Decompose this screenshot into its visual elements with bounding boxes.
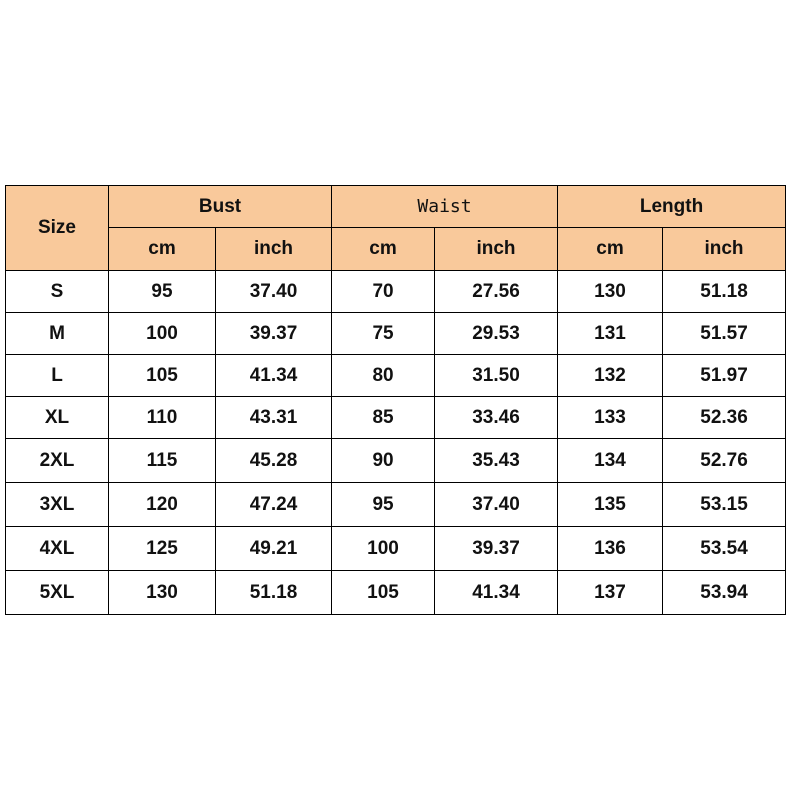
- table-cell: 37.40: [216, 271, 332, 313]
- table-cell: 52.76: [663, 439, 786, 483]
- table-row: [6, 439, 786, 483]
- unit-header: inch: [663, 228, 786, 271]
- table-cell: 51.18: [663, 271, 786, 313]
- size-cell: L: [6, 355, 109, 397]
- table-cell: 105: [332, 571, 435, 615]
- table-cell: 41.34: [435, 571, 558, 615]
- table-cell: 133: [558, 397, 663, 439]
- table-cell: 51.18: [216, 571, 332, 615]
- table-row: [6, 527, 786, 571]
- table-cell: 41.34: [216, 355, 332, 397]
- table-row: [6, 355, 786, 397]
- table-cell: 90: [332, 439, 435, 483]
- table-cell: 52.36: [663, 397, 786, 439]
- table-cell: 135: [558, 483, 663, 527]
- table-row: [6, 397, 786, 439]
- length-header: Length: [558, 186, 786, 228]
- table-cell: 105: [109, 355, 216, 397]
- table-row: [6, 483, 786, 527]
- table-cell: 29.53: [435, 313, 558, 355]
- unit-header: cm: [332, 228, 435, 271]
- size-cell: 2XL: [6, 439, 109, 483]
- size-header: Size: [6, 186, 109, 271]
- size-chart-table: [5, 185, 786, 615]
- unit-header: cm: [558, 228, 663, 271]
- table-cell: 31.50: [435, 355, 558, 397]
- table-cell: 39.37: [435, 527, 558, 571]
- bust-header: Bust: [109, 186, 332, 228]
- unit-header: inch: [216, 228, 332, 271]
- table-cell: 100: [332, 527, 435, 571]
- size-cell: 4XL: [6, 527, 109, 571]
- unit-header: cm: [109, 228, 216, 271]
- table-cell: 100: [109, 313, 216, 355]
- table-cell: 75: [332, 313, 435, 355]
- table-cell: 130: [109, 571, 216, 615]
- table-cell: 125: [109, 527, 216, 571]
- table-cell: 130: [558, 271, 663, 313]
- table-cell: 47.24: [216, 483, 332, 527]
- table-cell: 70: [332, 271, 435, 313]
- table-cell: 80: [332, 355, 435, 397]
- table-cell: 53.54: [663, 527, 786, 571]
- size-cell: 3XL: [6, 483, 109, 527]
- table-cell: 131: [558, 313, 663, 355]
- table-cell: 132: [558, 355, 663, 397]
- size-cell: 5XL: [6, 571, 109, 615]
- table-cell: 49.21: [216, 527, 332, 571]
- table-cell: 33.46: [435, 397, 558, 439]
- table-cell: 45.28: [216, 439, 332, 483]
- table-cell: 27.56: [435, 271, 558, 313]
- table-cell: 43.31: [216, 397, 332, 439]
- table-row: [6, 271, 786, 313]
- table-row: [6, 571, 786, 615]
- table-row: [6, 313, 786, 355]
- size-cell: M: [6, 313, 109, 355]
- table-cell: 51.57: [663, 313, 786, 355]
- table-cell: 51.97: [663, 355, 786, 397]
- size-cell: XL: [6, 397, 109, 439]
- table-cell: 134: [558, 439, 663, 483]
- header-group-row: [6, 186, 786, 228]
- table-cell: 95: [109, 271, 216, 313]
- header-unit-row: [6, 228, 786, 271]
- table-cell: 115: [109, 439, 216, 483]
- waist-header: Waist: [332, 186, 558, 228]
- table-cell: 53.94: [663, 571, 786, 615]
- table-cell: 35.43: [435, 439, 558, 483]
- table-cell: 137: [558, 571, 663, 615]
- table-cell: 136: [558, 527, 663, 571]
- table-cell: 120: [109, 483, 216, 527]
- table-cell: 85: [332, 397, 435, 439]
- size-cell: S: [6, 271, 109, 313]
- unit-header: inch: [435, 228, 558, 271]
- table-cell: 110: [109, 397, 216, 439]
- table-cell: 39.37: [216, 313, 332, 355]
- table-cell: 95: [332, 483, 435, 527]
- table-cell: 53.15: [663, 483, 786, 527]
- table-cell: 37.40: [435, 483, 558, 527]
